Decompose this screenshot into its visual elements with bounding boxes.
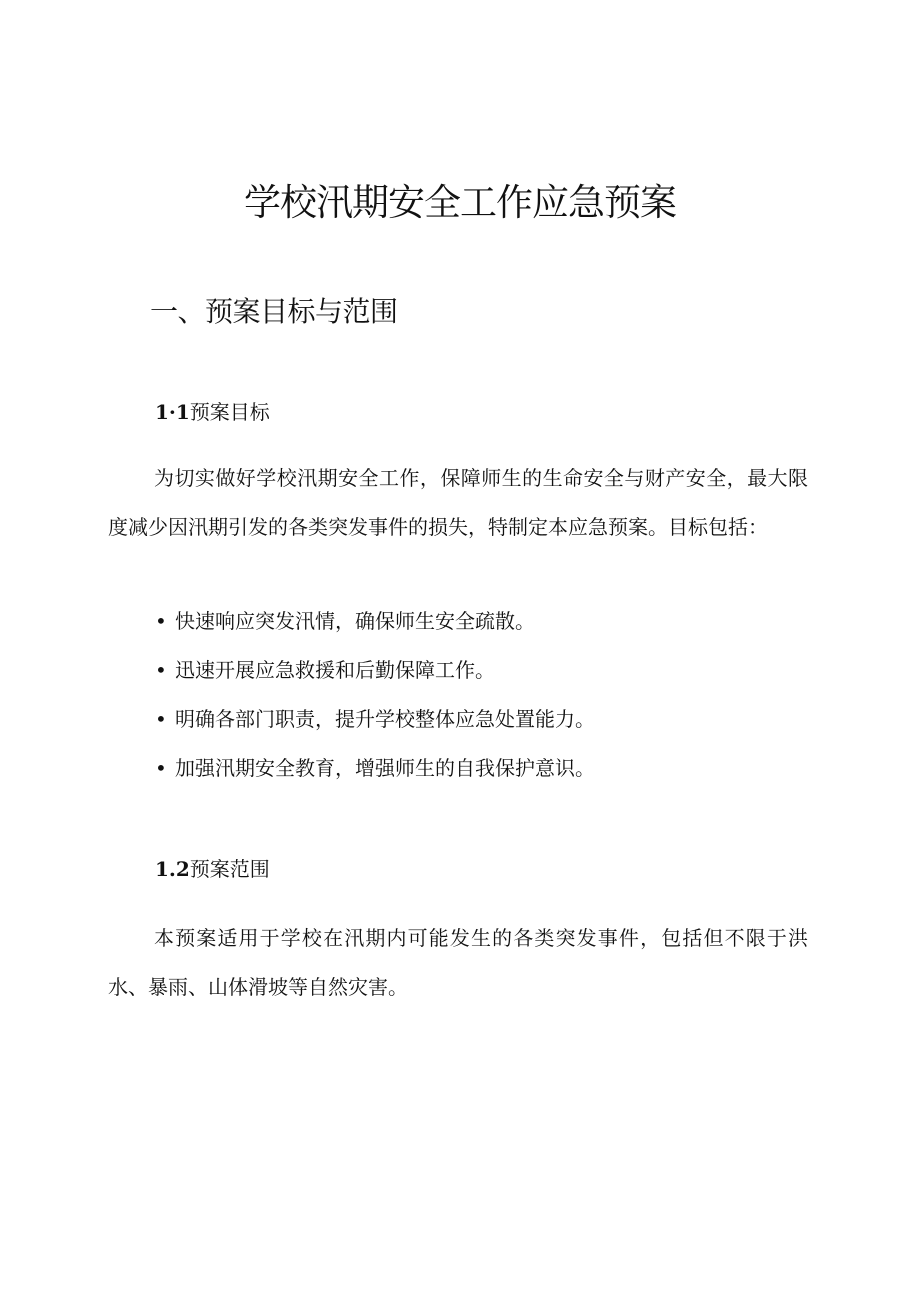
subsection-number: 1·1 [155, 400, 190, 424]
subsection-heading-goals [155, 397, 270, 427]
goals-paragraph: 为切实做好学校汛期安全工作，保障师生的生命安全与财产安全，最大限度减少因汛期引发的各类突发事件的损失，特制定本应急预案。目标包括： [108, 466, 808, 539]
bullet-icon: • [155, 707, 167, 731]
goals-bullet-list [155, 597, 595, 793]
list-item [155, 695, 595, 744]
subsection-label: 预案目标 [189, 400, 270, 424]
bullet-icon: • [155, 609, 167, 633]
list-item-text: 明确各部门职责，提升学校整体应急处置能力。 [175, 707, 595, 731]
section-heading: 一、预案目标与范围 [150, 295, 398, 328]
list-item [155, 646, 595, 695]
scope-paragraph: 本预案适用于学校在汛期内可能发生的各类突发事件，包括但不限于洪水、暴雨、山体滑坡等自然灾害。 [108, 926, 808, 999]
document-title: 学校汛期安全工作应急预案 [244, 181, 676, 224]
subsection-label: 预案范围 [189, 857, 270, 881]
subsection-heading-scope [155, 854, 270, 884]
bullet-icon: • [155, 756, 167, 780]
bullet-icon: • [155, 658, 167, 682]
list-item [155, 744, 595, 793]
list-item-text: 加强汛期安全教育，增强师生的自我保护意识。 [175, 756, 595, 780]
subsection-number: 1.2 [155, 857, 190, 881]
list-item-text: 快速响应突发汛情，确保师生安全疏散。 [175, 609, 535, 633]
list-item-text: 迅速开展应急救援和后勤保障工作。 [175, 658, 495, 682]
list-item [155, 597, 595, 646]
